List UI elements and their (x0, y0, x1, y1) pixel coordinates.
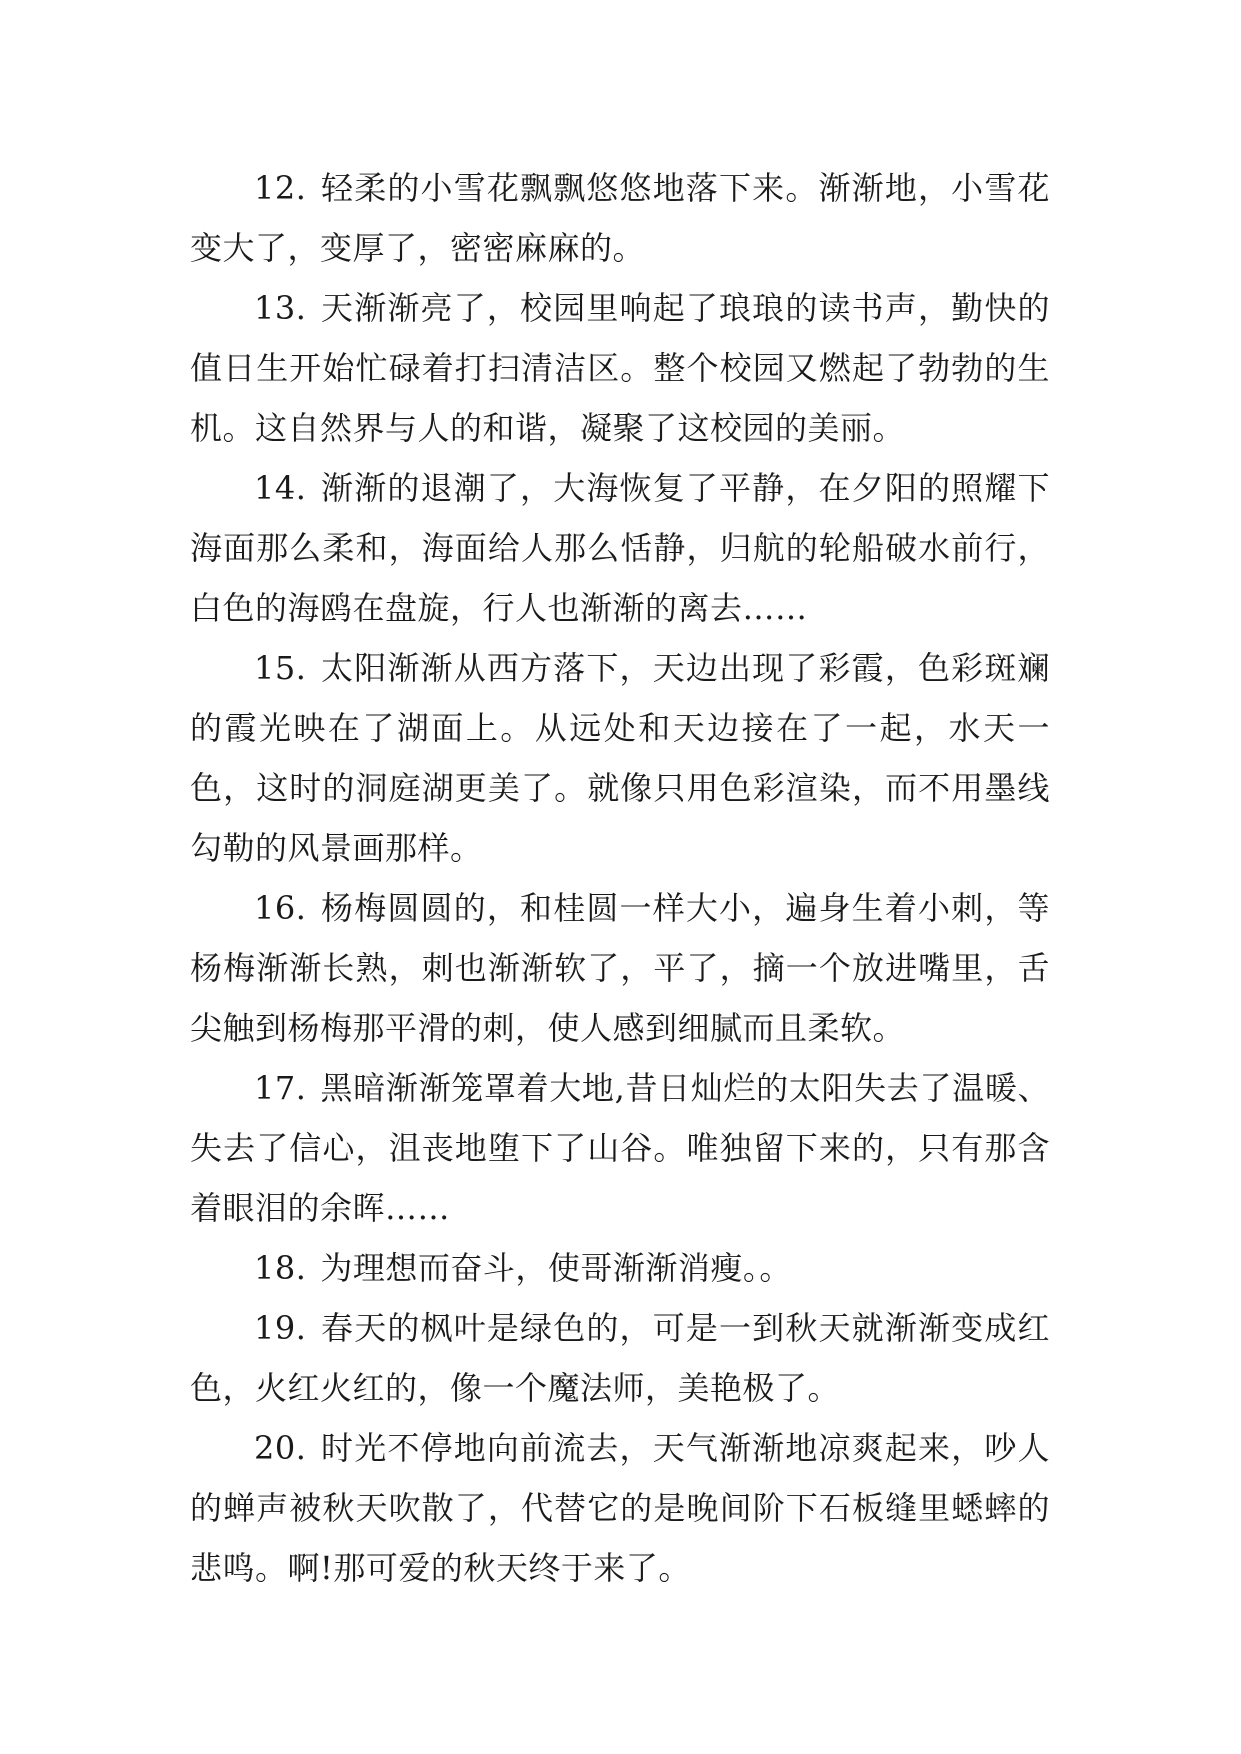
list-item (190, 878, 1050, 1058)
item-number: 17. (254, 1069, 307, 1107)
item-number: 13. (254, 289, 307, 327)
item-text: 天渐渐亮了，校园里响起了琅琅的读书声，勤快的值日生开始忙碌着打扫清洁区。整个校园又燃起了勃勃的生机。这自然界与人的和谐，凝聚了这校园的美丽。 (190, 289, 1050, 447)
list-item (190, 458, 1050, 638)
list-item (190, 1298, 1050, 1418)
item-text: 太阳渐渐从西方落下，天边出现了彩霞，色彩斑斓的霞光映在了湖面上。从远处和天边接在了一起，水天一色，这时的洞庭湖更美了。就像只用色彩渲染，而不用墨线勾勒的风景画那样。 (190, 649, 1050, 867)
item-text: 时光不停地向前流去，天气渐渐地凉爽起来，吵人的蝉声被秋天吹散了，代替它的是晚间阶下石板缝里蟋蟀的悲鸣。啊!那可爱的秋天终于来了。 (190, 1429, 1050, 1587)
list-item (190, 1058, 1050, 1238)
item-number: 15. (254, 649, 307, 687)
list-item (190, 158, 1050, 278)
item-text: 渐渐的退潮了，大海恢复了平静，在夕阳的照耀下海面那么柔和，海面给人那么恬静，归航的轮船破水前行，白色的海鸥在盘旋，行人也渐渐的离去…… (190, 469, 1050, 627)
list-item (190, 1418, 1050, 1598)
item-number: 18. (254, 1249, 307, 1287)
document-body (190, 158, 1050, 1598)
list-item (190, 638, 1050, 878)
item-text: 轻柔的小雪花飘飘悠悠地落下来。渐渐地，小雪花变大了，变厚了，密密麻麻的。 (190, 169, 1050, 267)
item-text: 黑暗渐渐笼罩着大地,昔日灿烂的太阳失去了温暖、失去了信心，沮丧地堕下了山谷。唯独留下来的，只有那含着眼泪的余晖…… (190, 1069, 1050, 1227)
item-number: 14. (254, 469, 307, 507)
item-text: 杨梅圆圆的，和桂圆一样大小，遍身生着小刺，等杨梅渐渐长熟，刺也渐渐软了，平了，摘一个放进嘴里，舌尖触到杨梅那平滑的刺，使人感到细腻而且柔软。 (190, 889, 1050, 1047)
item-text: 为理想而奋斗，使哥渐渐消瘦。。 (320, 1249, 792, 1287)
item-number: 16. (254, 889, 307, 927)
item-number: 12. (254, 169, 307, 207)
list-item (190, 1238, 1050, 1298)
item-text: 春天的枫叶是绿色的，可是一到秋天就渐渐变成红色，火红火红的，像一个魔法师，美艳极了。 (190, 1309, 1050, 1407)
list-item (190, 278, 1050, 458)
item-number: 19. (254, 1309, 307, 1347)
item-number: 20. (254, 1429, 307, 1467)
